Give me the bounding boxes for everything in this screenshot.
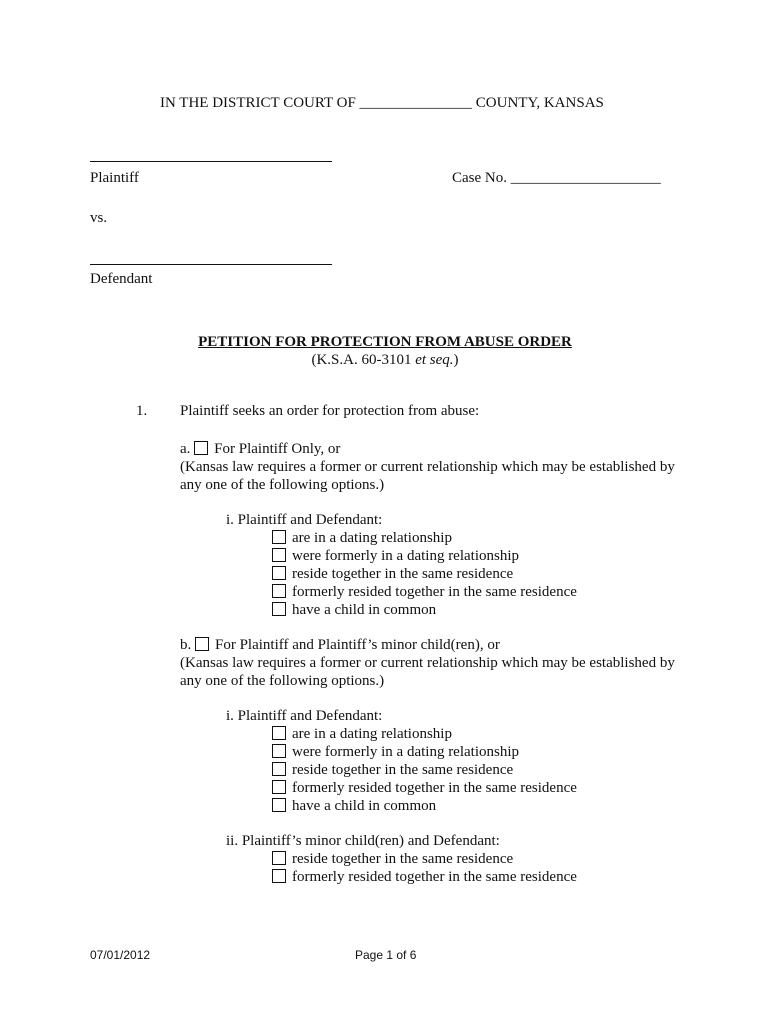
checkbox[interactable] [272, 762, 286, 776]
option-b-item: have a child in common [272, 797, 436, 815]
checkbox[interactable] [272, 530, 286, 544]
option-b-item: were formerly in a dating relationship [272, 743, 519, 761]
defendant-label: Defendant [90, 271, 153, 287]
defendant-name-line[interactable] [90, 264, 332, 265]
checkbox[interactable] [272, 726, 286, 740]
option-b-child-item: reside together in the same residence [272, 850, 513, 868]
option-a-sub-i-heading: i. Plaintiff and Defendant: [226, 512, 383, 528]
checkbox[interactable] [272, 602, 286, 616]
option-a-item: are in a dating relationship [272, 529, 452, 547]
option-a: a. For Plaintiff Only, or [180, 441, 341, 457]
option-b-item: formerly resided together in the same residence [272, 779, 577, 797]
vs-label: vs. [90, 210, 108, 226]
footer-date: 07/01/2012 [90, 948, 151, 962]
checkbox[interactable] [272, 744, 286, 758]
plaintiff-label: Plaintiff [90, 170, 139, 186]
option-b-checkbox[interactable] [195, 637, 209, 651]
option-b-sub-i-heading: i. Plaintiff and Defendant: [226, 708, 383, 724]
checkbox[interactable] [272, 851, 286, 865]
checkbox[interactable] [272, 584, 286, 598]
option-b-sub-ii-heading: ii. Plaintiff’s minor child(ren) and Defendant: [226, 833, 500, 849]
case-number-label: Case No. ____________________ [452, 170, 661, 186]
option-a-note-line1: (Kansas law requires a former or current relationship which may be established by [180, 459, 675, 475]
plaintiff-name-line[interactable] [90, 161, 332, 162]
option-a-item: reside together in the same residence [272, 565, 513, 583]
option-a-item: have a child in common [272, 601, 436, 619]
section-text: Plaintiff seeks an order for protection from abuse: [180, 403, 480, 419]
document-title: PETITION FOR PROTECTION FROM ABUSE ORDER [198, 334, 572, 350]
court-heading: IN THE DISTRICT COURT OF _______________ COUNTY, KANSAS [160, 95, 604, 111]
statute-citation: (K.S.A. 60-3101 et seq.) [311, 352, 459, 368]
checkbox[interactable] [272, 869, 286, 883]
option-a-note-line2: any one of the following options.) [180, 477, 385, 493]
checkbox[interactable] [272, 566, 286, 580]
option-b-item: are in a dating relationship [272, 725, 452, 743]
option-b-item: reside together in the same residence [272, 761, 513, 779]
option-b-note-line1: (Kansas law requires a former or current relationship which may be established by [180, 655, 675, 671]
option-a-item: were formerly in a dating relationship [272, 547, 519, 565]
option-b: b. For Plaintiff and Plaintiff’s minor child(ren), or [180, 637, 500, 653]
checkbox[interactable] [272, 780, 286, 794]
option-a-item: formerly resided together in the same residence [272, 583, 577, 601]
option-a-checkbox[interactable] [194, 441, 208, 455]
option-b-note-line2: any one of the following options.) [180, 673, 385, 689]
option-b-child-item: formerly resided together in the same residence [272, 868, 577, 886]
footer-page-number: Page 1 of 6 [355, 948, 417, 962]
checkbox[interactable] [272, 548, 286, 562]
section-number: 1. [136, 403, 148, 419]
checkbox[interactable] [272, 798, 286, 812]
